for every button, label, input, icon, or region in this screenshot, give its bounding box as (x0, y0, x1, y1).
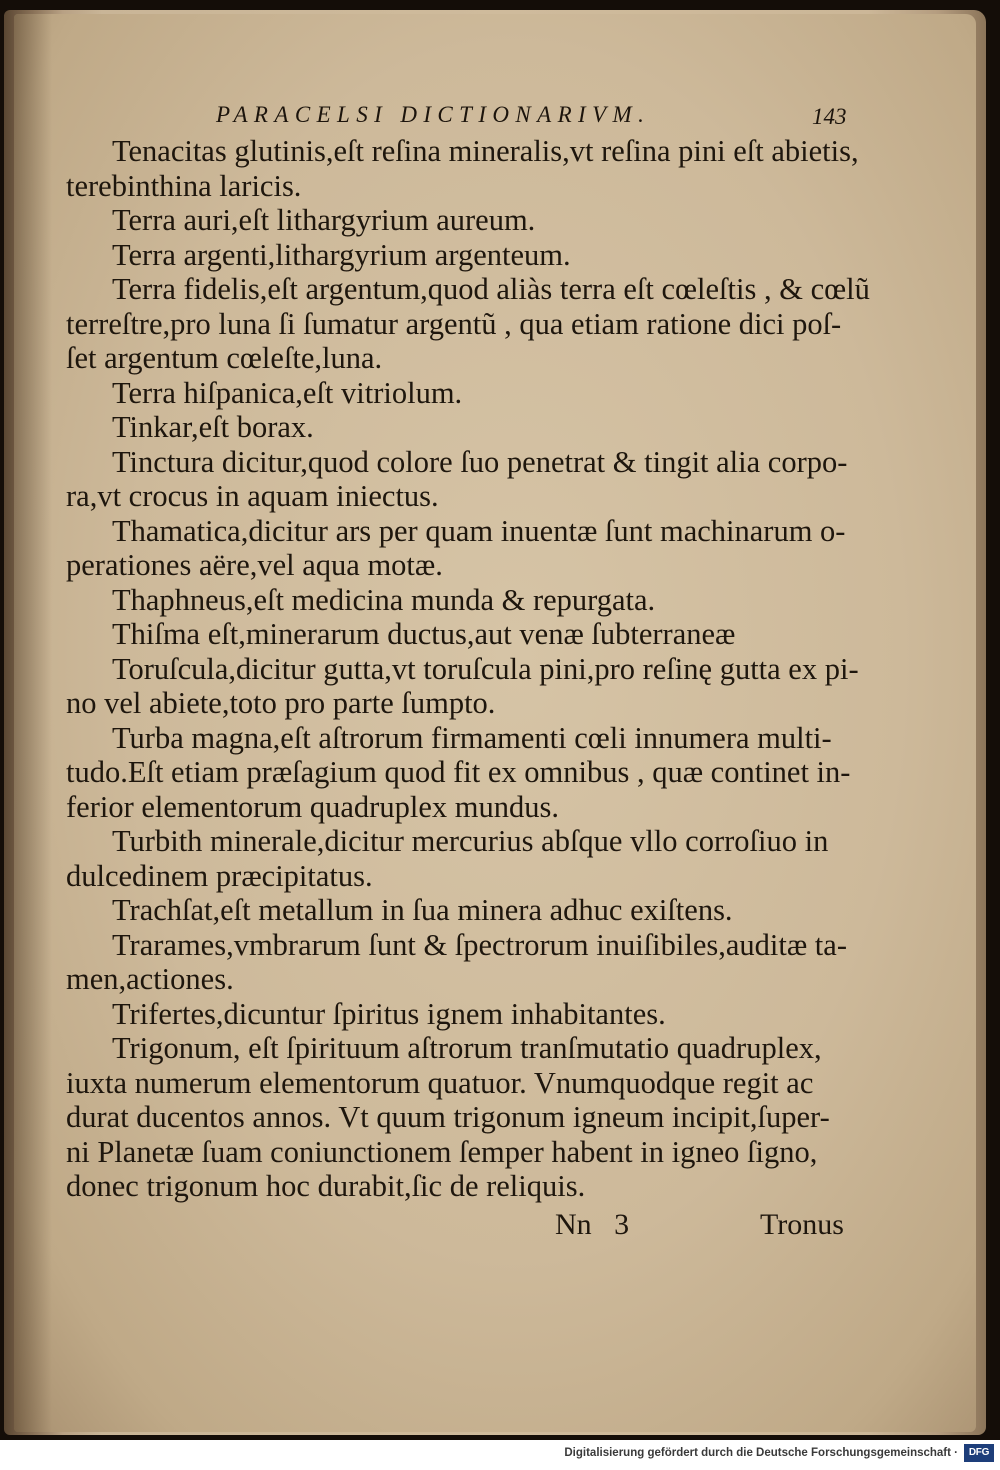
dictionary-entry (66, 721, 866, 825)
entry-first-line: Terra fidelis,eſt argentum,quod aliàs terra eſt cœleſtis , & cœlũ (112, 272, 870, 306)
dictionary-entry (66, 410, 866, 445)
entry-first-line: Trarames,vmbrarum ſunt & ſpectrorum inuiſibiles,auditæ ta- (112, 927, 847, 962)
dictionary-entry (66, 445, 866, 514)
gutter-shadow (14, 14, 52, 1432)
entry-continuation-line: iuxta numerum elementorum quatuor. Vnumquodque regit ac (66, 1065, 814, 1100)
entry-first-line: Trigonum, eſt ſpirituum aſtrorum tranſmutatio quadruplex, (112, 1031, 822, 1065)
signature-mark: Nn 3 (555, 1208, 630, 1241)
entry-first-line: Tinctura dicitur,quod colore ſuo penetrat & tingit alia corpo- (112, 444, 848, 479)
entry-first-line: Trachſat,eſt metallum in ſua minera adhuc exiſtens. (112, 893, 733, 927)
dictionary-entry (66, 514, 866, 583)
entry-continuation-line: durat ducentos annos. Vt quum trigonum igneum incipit,ſuper- (66, 1100, 830, 1134)
dictionary-entry (66, 238, 866, 273)
entry-first-line: Terra hiſpanica,eſt vitriolum. (112, 375, 463, 410)
dictionary-entry (66, 893, 866, 928)
entry-first-line: Turbith minerale,dicitur mercurius abſque vllo corroſiuo in (112, 824, 829, 858)
dictionary-entry (66, 997, 866, 1032)
dictionary-entry (66, 203, 866, 238)
dictionary-entry (66, 824, 866, 893)
entry-continuation-line: ra,vt crocus in aquam iniectus. (66, 479, 439, 513)
dictionary-entry (66, 928, 866, 997)
dfg-logo: DFG (964, 1444, 994, 1462)
entry-continuation-line: ferior elementorum quadruplex mundus. (66, 789, 559, 824)
entry-continuation-line: ſet argentum cœleſte,luna. (66, 341, 383, 375)
dictionary-entry (66, 652, 866, 721)
entry-first-line: Thiſma eſt,minerarum ductus,aut venæ ſubterraneæ (112, 617, 736, 651)
entry-first-line: Terra auri,eſt lithargyrium aureum. (112, 203, 536, 237)
dictionary-entry (66, 376, 866, 411)
entry-continuation-line: ni Planetæ ſuam coniunctionem ſemper habent in igneo ſigno, (66, 1134, 818, 1169)
entry-continuation-line: terreſtre,pro luna ſi ſumatur argentũ , qua etiam ratione dici poſ- (66, 306, 842, 341)
entry-first-line: Terra argenti,lithargyrium argenteum. (112, 237, 571, 272)
entry-continuation-line: men,actiones. (66, 962, 234, 996)
page-number: 143 (812, 104, 847, 129)
dictionary-entry (66, 617, 866, 652)
entry-first-line: Turba magna,eſt aſtrorum firmamenti cœli innumera multi- (112, 720, 832, 755)
dictionary-entry (66, 272, 870, 376)
entry-first-line: Thaphneus,eſt medicina munda & repurgata. (112, 582, 656, 617)
entry-continuation-line: dulcedinem præcipitatus. (66, 858, 373, 893)
entry-first-line: Toruſcula,dicitur gutta,vt toruſcula pini,pro reſinę gutta ex pi- (112, 651, 859, 686)
entry-first-line: Trifertes,dicuntur ſpiritus ignem inhabitantes. (112, 996, 666, 1031)
entry-first-line: Thamatica,dicitur ars per quam inuentæ ſunt machinarum o- (112, 513, 846, 548)
footer-credit: Digitalisierung gefördert durch die Deutsche Forschungsgemeinschaft · (564, 1447, 958, 1459)
entry-continuation-line: perationes aëre,vel aqua motæ. (66, 548, 443, 582)
dictionary-entries (66, 134, 870, 1204)
dictionary-entry (66, 134, 866, 203)
running-title: PARACELSI DICTIONARIVM. (216, 102, 651, 127)
entry-continuation-line: donec trigonum hoc durabit,ſic de reliquis. (66, 1169, 586, 1203)
entry-first-line: Tenacitas glutinis,eſt reſina mineralis,vt reſina pini eſt abietis, (112, 134, 859, 168)
dictionary-entry (66, 583, 866, 618)
entry-continuation-line: tudo.Eſt etiam præſagium quod fit ex omnibus , quæ continet in- (66, 755, 851, 789)
entry-continuation-line: terebinthina laricis. (66, 168, 302, 203)
dictionary-entry (66, 1031, 866, 1204)
entry-continuation-line: no vel abiete,toto pro parte ſumpto. (66, 686, 496, 720)
catchword: Tronus (760, 1208, 844, 1241)
entry-first-line: Tinkar,eſt borax. (112, 410, 314, 444)
